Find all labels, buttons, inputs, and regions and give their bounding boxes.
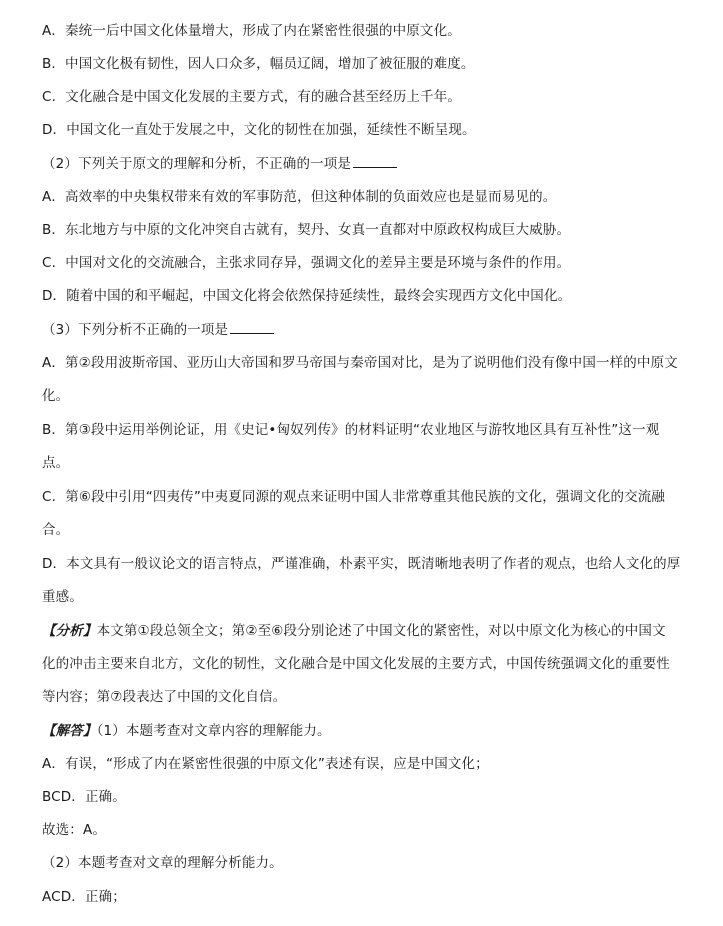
q2-stem [42, 153, 705, 173]
answer-q1-intro: （1）本题考查对文章内容的理解能力。 [96, 723, 331, 739]
q3-stem-text: （3）下列分析不正确的一项是 [42, 322, 229, 338]
q2-stem-text: （2）下列关于原文的理解和分析，不正确的一项是 [42, 156, 352, 172]
answer-line1 [42, 721, 705, 741]
q1-option-c: C．文化融合是中国文化发展的主要方式，有的融合甚至经历上千年。 [42, 89, 462, 105]
analysis-line2: 化的冲击主要来自北方，文化的韧性，文化融合是中国文化发展的主要方式，中国传统强调文化的重要性 [42, 656, 670, 672]
analysis-text-1: 本文第①段总领全文；第②至⑥段分别论述了中国文化的紧密性，对以中原文化为核心的中国文 [96, 623, 666, 639]
analysis-line3: 等内容；第⑦段表达了中国的文化自信。 [42, 689, 287, 705]
answer-q1-choice: 故选：A。 [42, 822, 106, 838]
analysis-line1 [42, 621, 705, 641]
q3-option-d-line2: 重感。 [42, 589, 83, 605]
q2-option-c: C．中国对文化的交流融合，主张求同存异，强调文化的差异主要是环境与条件的作用。 [42, 255, 571, 271]
q2-option-b: B．东北地方与中原的文化冲突自古就有，契丹、女真一直都对中原政权构成巨大威胁。 [42, 222, 571, 238]
q3-stem [42, 319, 705, 339]
q1-option-d: D．中国文化一直处于发展之中，文化的韧性在加强，延续性不断呈现。 [42, 122, 476, 138]
q2-option-d: D．随着中国的和平崛起，中国文化将会依然保持延续性，最终会实现西方文化中国化。 [42, 288, 572, 304]
answer-q1-bcd: BCD．正确。 [42, 789, 126, 805]
answer-q1-a: A．有误，“形成了内在紧密性很强的中原文化”表述有误，应是中国文化； [42, 756, 489, 772]
q3-option-a-line1: A．第②段用波斯帝国、亚历山大帝国和罗马帝国与秦帝国对比，是为了说明他们没有像中国一样的中原文 [42, 355, 678, 371]
q3-option-c-line2: 合。 [42, 522, 70, 538]
q2-answer-blank [353, 153, 397, 168]
q3-option-b-line1: B．第③段中运用举例论证，用《史记•匈奴列传》的材料证明“农业地区与游牧地区具有互补性”这一观 [42, 422, 660, 438]
q3-option-d-line1: D．本文具有一般议论文的语言特点，严谨准确，朴素平实，既清晰地表明了作者的观点，也给人文化的厚 [42, 556, 681, 572]
answer-q2-acd: ACD．正确； [42, 889, 126, 905]
q3-option-b-line2: 点。 [42, 455, 70, 471]
q2-option-a: A．高效率的中央集权带来有效的军事防范，但这种体制的负面效应也是显而易见的。 [42, 189, 557, 205]
q3-option-c-line1: C．第⑥段中引用“四夷传”中夷夏同源的观点来证明中国人非常尊重其他民族的文化，强调文化的交流融 [42, 489, 666, 505]
analysis-tag: 【分析】 [42, 623, 97, 639]
q1-option-a: A．秦统一后中国文化体量增大，形成了内在紧密性很强的中原文化。 [42, 23, 461, 39]
q3-answer-blank [230, 319, 274, 334]
answer-tag: 【解答】 [42, 723, 97, 739]
q1-option-b: B．中国文化极有韧性，因人口众多，幅员辽阔，增加了被征服的难度。 [42, 56, 475, 72]
answer-q2-intro: （2）本题考查对文章的理解分析能力。 [42, 855, 283, 871]
q3-option-a-line2: 化。 [42, 388, 70, 404]
